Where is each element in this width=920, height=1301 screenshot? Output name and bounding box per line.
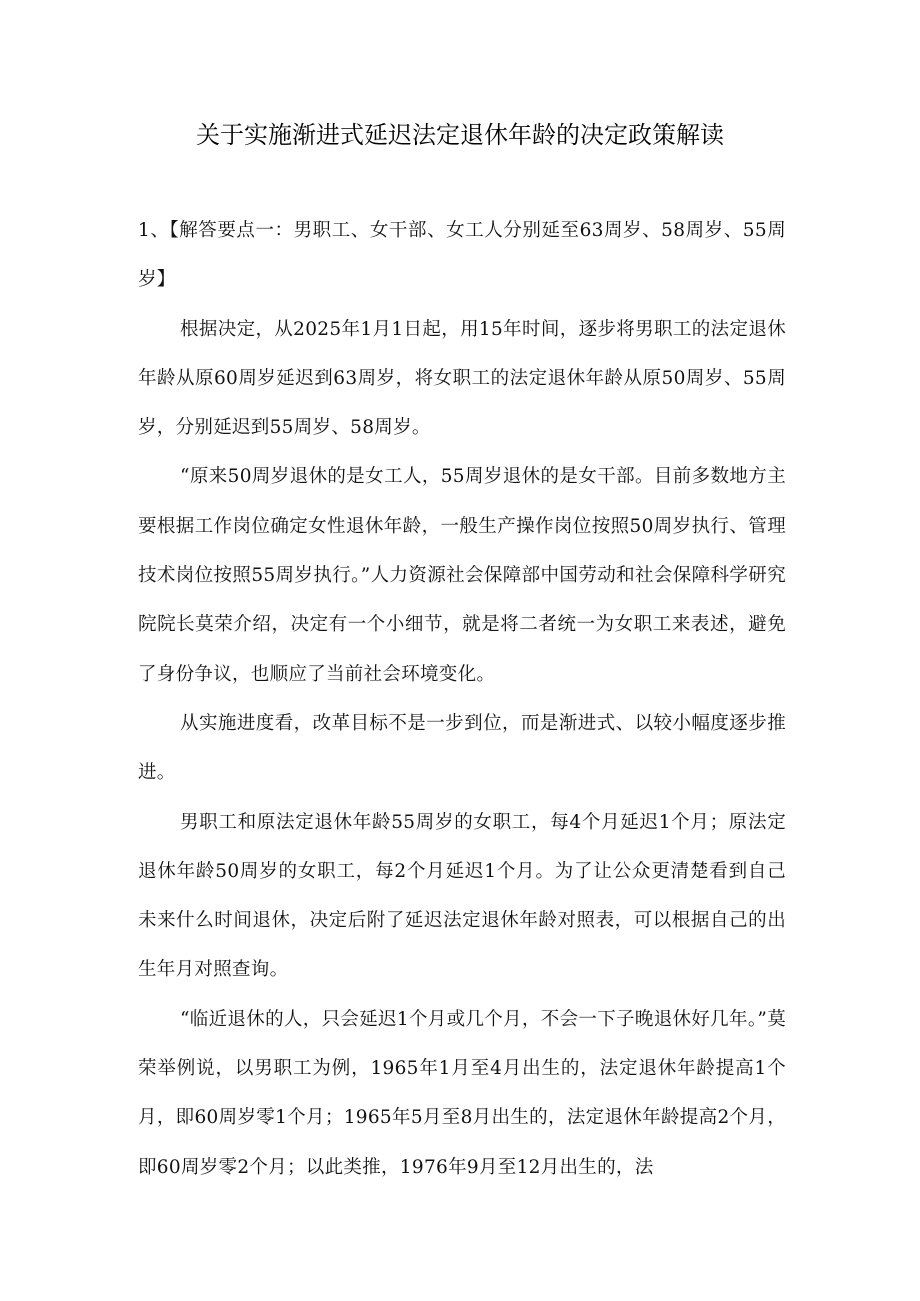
paragraph-quote-mo-rong: “原来50周岁退休的是女工人，55周岁退休的是女干部。目前多数地方主要根据工作岗位确定女性退休年龄，一般生产操作岗位按照50周岁执行、管理技术岗位按照55周岁执行。”人力资源社会保障部中国劳动和社会保障科学研究院院长莫荣介绍，决定有一个小细节，就是将二者统一为女职工来表述，避免了身份争议，也顺应了当前社会环境变化。 <box>138 466 786 685</box>
paragraph-example: “临近退休的人，只会延迟1个月或几个月，不会一下子晚退休好几年。”莫荣举例说，以男职工为例，1965年1月至4月出生的，法定退休年龄提高1个月，即60周岁零1个月；1965年5月至8月出生的，法定退休年龄提高2个月，即60周岁零2个月；以此类推，1976年9月至12月出生的，法 <box>138 1008 786 1178</box>
paragraph-decision-summary: 根据决定，从2025年1月1日起，用15年时间，逐步将男职工的法定退休年龄从原60周岁延迟到63周岁，将女职工的法定退休年龄从原50周岁、55周岁，分别延迟到55周岁、58周岁。 <box>138 318 786 439</box>
paragraph-implementation-progress: 从实施进度看，改革目标不是一步到位，而是渐进式、以较小幅度逐步推进。 <box>138 712 786 784</box>
document-body <box>138 206 786 1192</box>
paragraph-key-point-1: 1、【解答要点一：男职工、女干部、女工人分别延至63周岁、58周岁、55周岁】 <box>138 220 786 291</box>
document-title: 关于实施渐进式延迟法定退休年龄的决定政策解读 <box>196 121 724 149</box>
paragraph-delay-schedule: 男职工和原法定退休年龄55周岁的女职工，每4个月延迟1个月；原法定退休年龄50周岁的女职工，每2个月延迟1个月。为了让公众更清楚看到自己未来什么时间退休，决定后附了延迟法定退休年龄对照表，可以根据自己的出生年月对照查询。 <box>138 811 786 981</box>
